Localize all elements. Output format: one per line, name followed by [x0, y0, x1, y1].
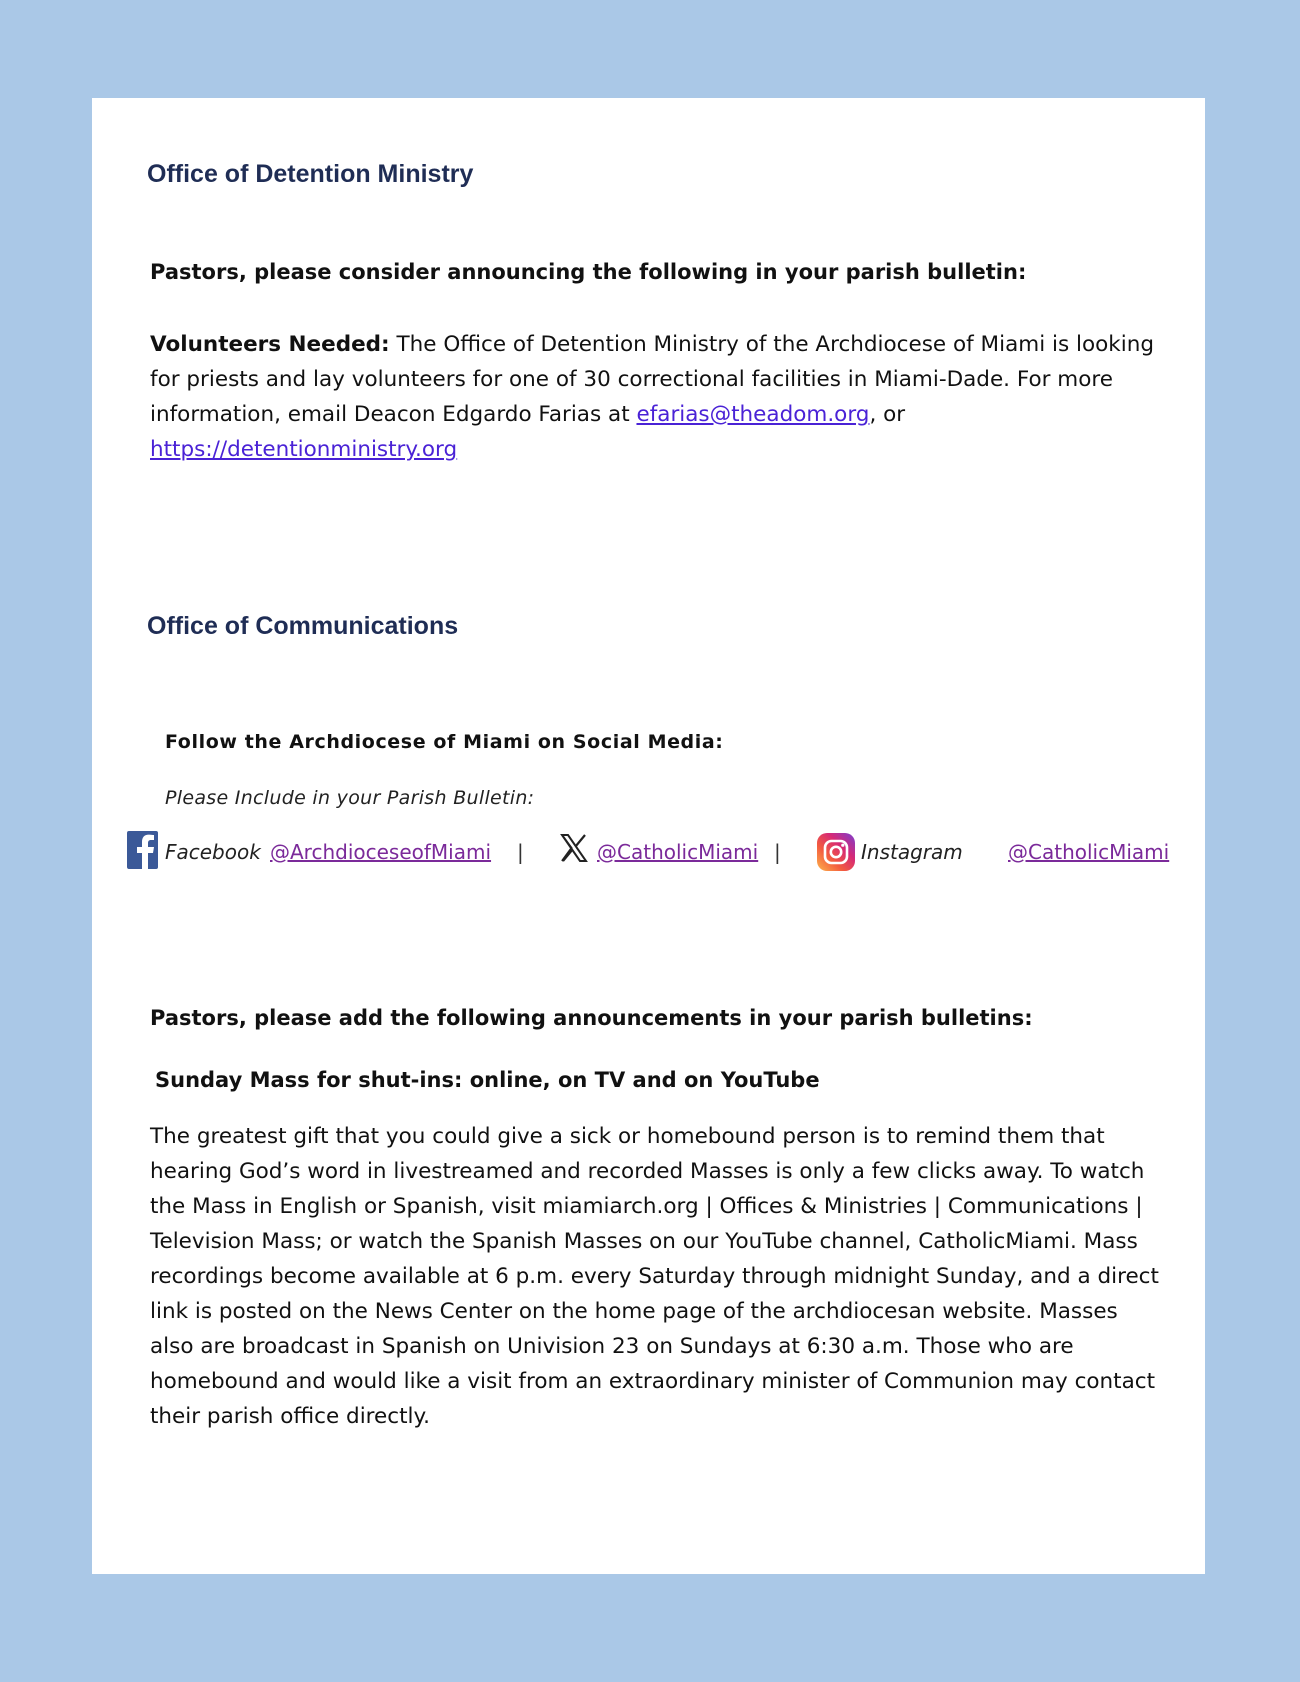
- social-media-subheading: Please Include in your Parish Bulletin:: [165, 787, 535, 809]
- facebook-icon[interactable]: [127, 831, 158, 874]
- social-media-heading: Follow the Archdiocese of Miami on Social Media:: [165, 731, 724, 753]
- facebook-handle-link[interactable]: @ArchdioceseofMiami: [270, 840, 492, 864]
- website-link[interactable]: https://detentionministry.org: [150, 437, 458, 462]
- instagram-handle-link[interactable]: @CatholicMiami: [1008, 840, 1170, 864]
- separator: |: [774, 840, 781, 864]
- social-media-row: [127, 830, 1187, 874]
- volunteers-paragraph: [150, 327, 1160, 467]
- volunteers-text: The Office of Detention Ministry of the Archdiocese of Miami is looking for priests and lay volunteers for one of 30 correctional facilities in Miami-Dade. For more information, email Deacon Edgardo Farias at: [150, 332, 1154, 427]
- separator: |: [517, 840, 524, 864]
- mass-paragraph: The greatest gift that you could give a sick or homebound person is to remind them that hearing God’s word in livestreamed and recorded Masses is only a few clicks away. To watch the Mass in English or Spanish, visit miamiarch.org | Offices & Ministries | Communications | Television Mass; or watch the Spanish Masses on our YouTube channel, CatholicMiami. Mass recordings become available at 6 p.m. every Saturday through midnight Sunday, and a direct link is posted on the News Center on the home page of the archdiocesan website. Masses also are broadcast in Spanish on Univision 23 on Sundays at 6:30 a.m. Those who are homebound and would like a visit from an extraordinary minister of Communion may contact their parish office directly.: [150, 1124, 1159, 1429]
- volunteers-label: Volunteers Needed:: [150, 332, 390, 357]
- announcements-intro: Pastors, please add the following announcements in your parish bulletins:: [150, 1006, 1033, 1030]
- detention-intro: Pastors, please consider announcing the following in your parish bulletin:: [150, 260, 1027, 284]
- x-handle-link[interactable]: @CatholicMiami: [597, 840, 759, 864]
- detention-ministry-title: Office of Detention Ministry: [147, 160, 474, 188]
- x-icon[interactable]: [559, 833, 589, 868]
- or-text: , or: [869, 402, 906, 427]
- facebook-label: Facebook: [165, 840, 261, 864]
- email-link[interactable]: efarias@theadom.org: [636, 402, 870, 427]
- communications-title: Office of Communications: [147, 612, 459, 640]
- instagram-icon[interactable]: [817, 833, 855, 876]
- mass-heading: Sunday Mass for shut-ins: online, on TV and on YouTube: [155, 1068, 820, 1092]
- instagram-label: Instagram: [861, 840, 963, 864]
- bulletin-page: [92, 98, 1205, 1574]
